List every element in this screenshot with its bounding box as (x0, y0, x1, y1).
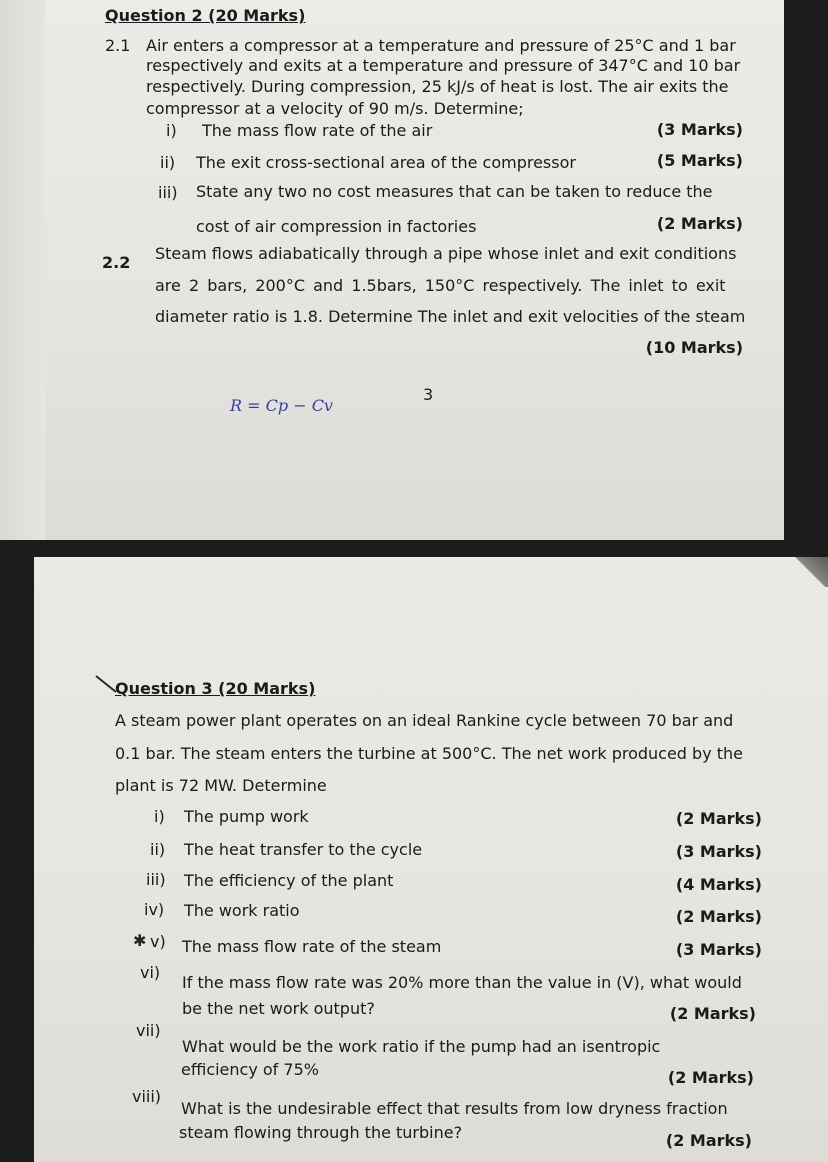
q3-item-label: iv) (144, 900, 165, 919)
exam-page-1 (0, 0, 784, 540)
q21-item-text: The exit cross-sectional area of the compressor (196, 153, 576, 172)
q3-item-text: What would be the work ratio if the pump had an isentropic (182, 1037, 661, 1056)
q3-item-text-continued: steam flowing through the turbine? (179, 1123, 463, 1142)
q3-item-text-continued: be the net work output? (182, 999, 375, 1018)
q21-number: 2.1 (105, 36, 131, 55)
q3-item-marks: (3 Marks) (675, 842, 762, 861)
q21-line-4: compressor at a velocity of 90 m/s. Determine; (146, 99, 524, 118)
exam-page-2 (34, 557, 828, 1162)
q3-item-marks: (2 Marks) (667, 1068, 754, 1087)
question-2-title: Question 2 (20 Marks) (105, 6, 306, 25)
page-corner-fold (786, 557, 828, 587)
q21-item-label: iii) (158, 183, 178, 202)
question-3-title: Question 3 (20 Marks) (115, 679, 316, 698)
q21-line-3: respectively. During compression, 25 kJ/s of heat is lost. The air exits the (146, 77, 729, 96)
q21-line-2: respectively and exits at a temperature and pressure of 347°C and 10 bar (146, 56, 741, 75)
q3-item-text: The mass flow rate of the steam (182, 937, 442, 956)
q3-item-label: ii) (150, 840, 166, 859)
q21-item-text-continued: cost of air compression in factories (196, 217, 477, 236)
q3-item-marks: (2 Marks) (675, 907, 762, 926)
q21-item-label: ii) (160, 153, 176, 172)
q3-item-label: i) (154, 807, 165, 826)
q3-item-marks: (2 Marks) (675, 809, 762, 828)
q21-item-label: i) (166, 121, 177, 140)
q3-item-text: The pump work (184, 807, 309, 826)
q3-item-text: The work ratio (184, 901, 300, 920)
q3-item-text-continued: efficiency of 75% (181, 1060, 319, 1079)
q3-item-label: v) (150, 932, 166, 951)
q22-number: 2.2 (102, 253, 131, 272)
q3-item-label: vi) (140, 963, 161, 982)
q21-item-text: State any two no cost measures that can be taken to reduce the (196, 182, 713, 201)
q21-item-marks: (3 Marks) (656, 120, 743, 139)
q3-item-marks: (2 Marks) (669, 1004, 756, 1023)
q22-line-3: diameter ratio is 1.8. Determine The inlet and exit velocities of the steam (155, 307, 746, 326)
q22-marks: (10 Marks) (645, 338, 743, 357)
q3-intro-line-2: 0.1 bar. The steam enters the turbine at 500°C. The net work produced by the (115, 744, 744, 763)
pen-star-mark: ✱ (133, 931, 147, 950)
q3-intro-line-3: plant is 72 MW. Determine (115, 776, 327, 795)
page-shadow-edge (0, 0, 45, 540)
q21-item-marks: (2 Marks) (656, 214, 743, 233)
q3-item-text: The heat transfer to the cycle (184, 840, 423, 859)
q3-item-text: The efficiency of the plant (184, 871, 394, 890)
q21-item-text: The mass flow rate of the air (202, 121, 433, 140)
q22-line-1: Steam flows adiabatically through a pipe whose inlet and exit conditions (155, 244, 737, 263)
q3-item-text: If the mass flow rate was 20% more than the value in (V), what would (182, 973, 742, 992)
page-number: 3 (423, 385, 434, 404)
q21-item-marks: (5 Marks) (656, 151, 743, 170)
q3-item-marks: (2 Marks) (665, 1131, 752, 1150)
q3-item-text: What is the undesirable effect that results from low dryness fraction (181, 1099, 728, 1118)
q3-intro-line-1: A steam power plant operates on an ideal Rankine cycle between 70 bar and (115, 711, 734, 730)
q3-item-label: vii) (136, 1021, 161, 1040)
q3-item-marks: (3 Marks) (675, 940, 762, 959)
handwritten-note: R = Cp − Cv (230, 396, 333, 415)
q22-line-2: are 2 bars, 200°C and 1.5bars, 150°C respectively. The inlet to exit (155, 276, 726, 295)
q3-item-label: iii) (146, 870, 166, 889)
q3-item-label: viii) (132, 1087, 162, 1106)
q21-line-1: Air enters a compressor at a temperature and pressure of 25°C and 1 bar (146, 36, 736, 55)
q3-item-marks: (4 Marks) (675, 875, 762, 894)
